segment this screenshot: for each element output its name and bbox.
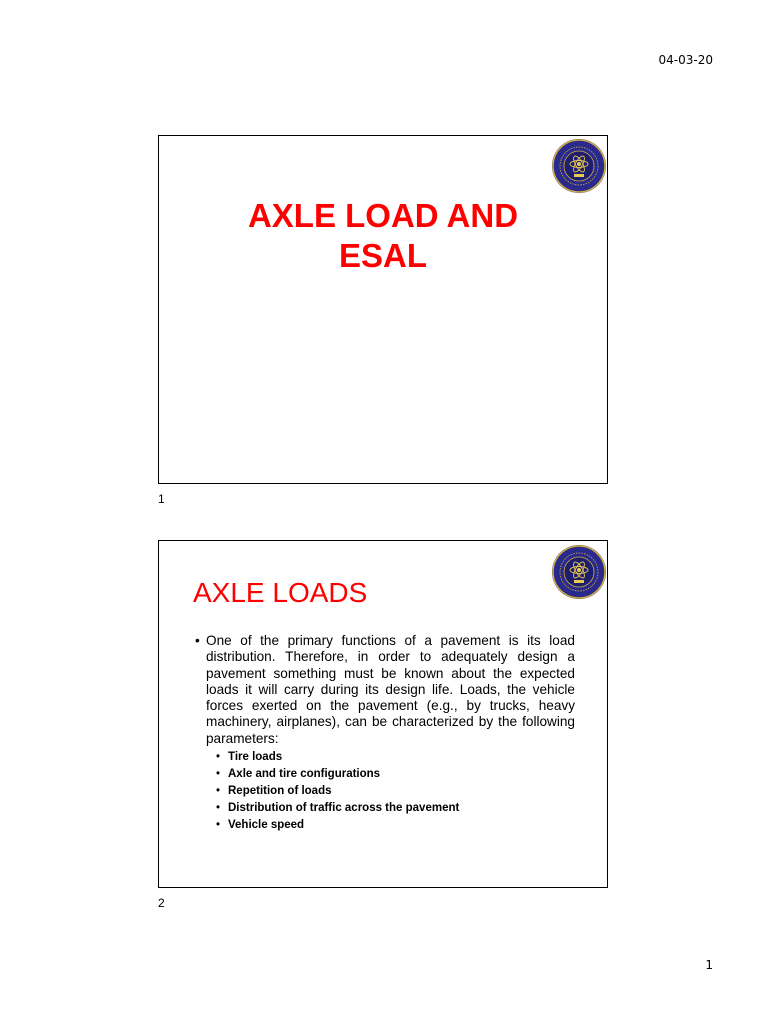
slide-2-content xyxy=(195,633,575,834)
page-number: 1 xyxy=(705,958,713,972)
list-item: • Distribution of traffic across the pavement xyxy=(216,800,575,817)
document-date: 04-03-20 xyxy=(658,53,713,67)
slide-1-title-line2: ESAL xyxy=(338,237,427,274)
slide-2 xyxy=(158,540,608,888)
university-seal-icon xyxy=(552,139,606,193)
list-item: • Tire loads xyxy=(216,749,575,766)
list-item: • Vehicle speed xyxy=(216,817,575,834)
slide-1-number: 1 xyxy=(158,492,165,506)
slide-2-title: AXLE LOADS xyxy=(193,577,368,608)
university-seal-icon xyxy=(552,545,606,599)
list-item: • Repetition of loads xyxy=(216,783,575,800)
slide-2-number: 2 xyxy=(158,896,165,910)
slide-1-title xyxy=(159,196,607,276)
slide-1-title-line1: AXLE LOAD AND xyxy=(247,197,519,234)
slide-2-main-bullet: • One of the primary functions of a pavement is its load distribution. Therefore, in order to adequately design a pavement something must be known about the expected loads it will carry during its design life. Loads, the vehicle forces exerted on the pavement (e.g., by trucks, heavy machinery, airplanes), can be characterized by the following parameters: xyxy=(195,633,575,747)
list-item: • Axle and tire configurations xyxy=(216,766,575,783)
slide-1 xyxy=(158,135,608,484)
slide-2-sub-list xyxy=(195,749,575,834)
